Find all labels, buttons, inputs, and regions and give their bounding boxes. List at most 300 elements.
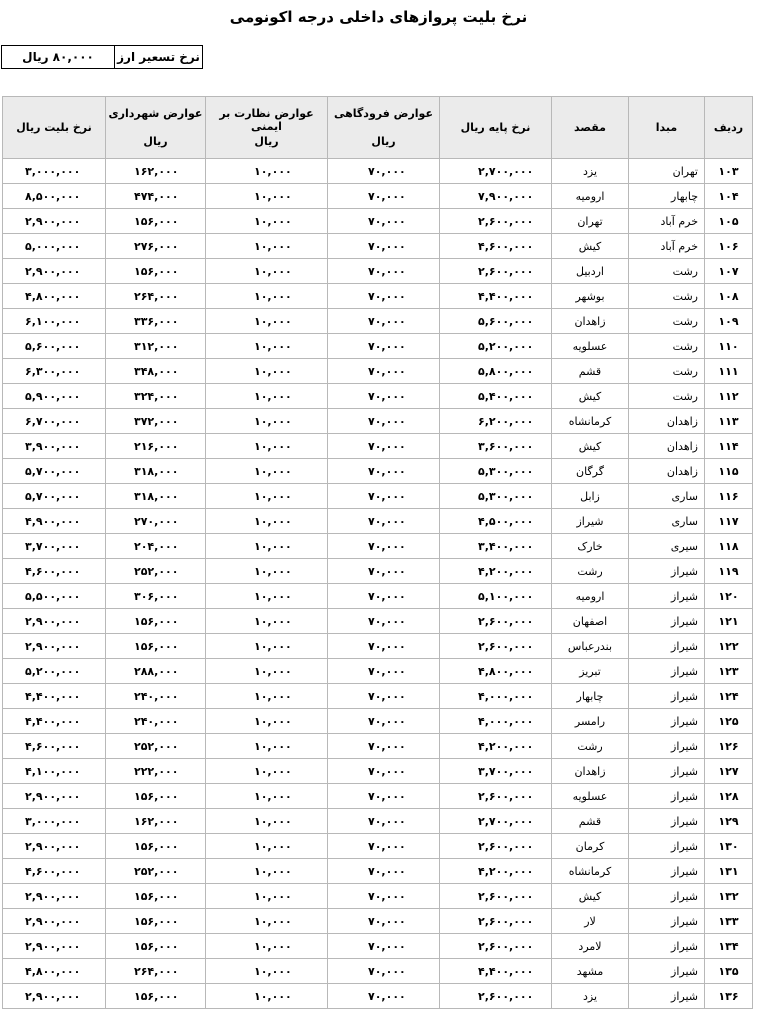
origin-cell: شیراز [629, 934, 705, 959]
origin-cell: شیراز [629, 709, 705, 734]
municipal-fee-cell: ۱۶۲,۰۰۰ [106, 159, 206, 184]
row-number-cell: ۱۳۳ [705, 909, 753, 934]
municipal-fee-cell: ۱۵۶,۰۰۰ [106, 834, 206, 859]
header-airport-fee-unit: ریال [371, 135, 396, 148]
airport-fee-cell: ۷۰,۰۰۰ [328, 309, 440, 334]
origin-cell: شیراز [629, 909, 705, 934]
municipal-fee-cell: ۲۶۴,۰۰۰ [106, 284, 206, 309]
ticket-fare-cell: ۵,۶۰۰,۰۰۰ [3, 334, 106, 359]
table-row [3, 859, 753, 884]
table-row [3, 984, 753, 1009]
airport-fee-cell: ۷۰,۰۰۰ [328, 859, 440, 884]
origin-cell: خرم آباد [629, 234, 705, 259]
airport-fee-cell: ۷۰,۰۰۰ [328, 259, 440, 284]
row-number-cell: ۱۲۷ [705, 759, 753, 784]
municipal-fee-cell: ۲۱۶,۰۰۰ [106, 434, 206, 459]
safety-fee-cell: ۱۰,۰۰۰ [206, 984, 328, 1009]
destination-cell: کرمانشاه [552, 859, 629, 884]
header-safety-fee-unit: ریال [254, 135, 279, 148]
airport-fee-cell: ۷۰,۰۰۰ [328, 834, 440, 859]
ticket-fare-cell: ۶,۱۰۰,۰۰۰ [3, 309, 106, 334]
origin-cell: رشت [629, 334, 705, 359]
airport-fee-cell: ۷۰,۰۰۰ [328, 584, 440, 609]
row-number-cell: ۱۰۷ [705, 259, 753, 284]
base-fare-cell: ۵,۲۰۰,۰۰۰ [440, 334, 552, 359]
exchange-rate-value: ۸۰,۰۰۰ ریال [2, 46, 115, 68]
safety-fee-cell: ۱۰,۰۰۰ [206, 734, 328, 759]
header-row-number: ردیف [705, 97, 753, 159]
row-number-cell: ۱۲۳ [705, 659, 753, 684]
row-number-cell: ۱۱۷ [705, 509, 753, 534]
destination-cell: عسلویه [552, 334, 629, 359]
municipal-fee-cell: ۲۵۲,۰۰۰ [106, 559, 206, 584]
header-airport-fee-title: عوارض فرودگاهی [334, 107, 433, 120]
origin-cell: شیراز [629, 859, 705, 884]
airport-fee-cell: ۷۰,۰۰۰ [328, 359, 440, 384]
ticket-fare-cell: ۸,۵۰۰,۰۰۰ [3, 184, 106, 209]
municipal-fee-cell: ۴۷۴,۰۰۰ [106, 184, 206, 209]
municipal-fee-cell: ۱۵۶,۰۰۰ [106, 259, 206, 284]
table-row [3, 909, 753, 934]
row-number-cell: ۱۱۰ [705, 334, 753, 359]
destination-cell: ارومیه [552, 584, 629, 609]
municipal-fee-cell: ۲۶۴,۰۰۰ [106, 959, 206, 984]
row-number-cell: ۱۰۳ [705, 159, 753, 184]
row-number-cell: ۱۲۴ [705, 684, 753, 709]
safety-fee-cell: ۱۰,۰۰۰ [206, 484, 328, 509]
origin-cell: شیراز [629, 684, 705, 709]
base-fare-cell: ۲,۶۰۰,۰۰۰ [440, 784, 552, 809]
table-row [3, 634, 753, 659]
table-header-row [3, 97, 753, 159]
safety-fee-cell: ۱۰,۰۰۰ [206, 434, 328, 459]
municipal-fee-cell: ۲۷۶,۰۰۰ [106, 234, 206, 259]
row-number-cell: ۱۱۸ [705, 534, 753, 559]
base-fare-cell: ۲,۶۰۰,۰۰۰ [440, 634, 552, 659]
row-number-cell: ۱۳۵ [705, 959, 753, 984]
header-safety-fee-title: عوارض نظارت بر ایمنی [219, 107, 314, 133]
municipal-fee-cell: ۱۵۶,۰۰۰ [106, 884, 206, 909]
ticket-fare-cell: ۲,۹۰۰,۰۰۰ [3, 984, 106, 1009]
table-row [3, 609, 753, 634]
safety-fee-cell: ۱۰,۰۰۰ [206, 859, 328, 884]
ticket-fare-cell: ۴,۶۰۰,۰۰۰ [3, 734, 106, 759]
airport-fee-cell: ۷۰,۰۰۰ [328, 459, 440, 484]
airport-fee-cell: ۷۰,۰۰۰ [328, 184, 440, 209]
row-number-cell: ۱۱۲ [705, 384, 753, 409]
safety-fee-cell: ۱۰,۰۰۰ [206, 909, 328, 934]
row-number-cell: ۱۰۸ [705, 284, 753, 309]
safety-fee-cell: ۱۰,۰۰۰ [206, 209, 328, 234]
municipal-fee-cell: ۱۵۶,۰۰۰ [106, 209, 206, 234]
base-fare-cell: ۴,۴۰۰,۰۰۰ [440, 959, 552, 984]
origin-cell: چابهار [629, 184, 705, 209]
destination-cell: عسلویه [552, 784, 629, 809]
row-number-cell: ۱۱۴ [705, 434, 753, 459]
safety-fee-cell: ۱۰,۰۰۰ [206, 884, 328, 909]
destination-cell: لار [552, 909, 629, 934]
row-number-cell: ۱۳۲ [705, 884, 753, 909]
municipal-fee-cell: ۱۵۶,۰۰۰ [106, 984, 206, 1009]
airport-fee-cell: ۷۰,۰۰۰ [328, 509, 440, 534]
ticket-fare-cell: ۴,۴۰۰,۰۰۰ [3, 684, 106, 709]
origin-cell: شیراز [629, 734, 705, 759]
airport-fee-cell: ۷۰,۰۰۰ [328, 409, 440, 434]
destination-cell: کیش [552, 384, 629, 409]
ticket-fare-cell: ۴,۱۰۰,۰۰۰ [3, 759, 106, 784]
table-row [3, 784, 753, 809]
safety-fee-cell: ۱۰,۰۰۰ [206, 334, 328, 359]
base-fare-cell: ۵,۳۰۰,۰۰۰ [440, 484, 552, 509]
municipal-fee-cell: ۱۵۶,۰۰۰ [106, 784, 206, 809]
municipal-fee-cell: ۱۵۶,۰۰۰ [106, 634, 206, 659]
airport-fee-cell: ۷۰,۰۰۰ [328, 334, 440, 359]
ticket-fare-cell: ۳,۰۰۰,۰۰۰ [3, 159, 106, 184]
ticket-fare-cell: ۲,۹۰۰,۰۰۰ [3, 784, 106, 809]
ticket-fare-cell: ۵,۰۰۰,۰۰۰ [3, 234, 106, 259]
ticket-fare-cell: ۳,۷۰۰,۰۰۰ [3, 534, 106, 559]
airport-fee-cell: ۷۰,۰۰۰ [328, 559, 440, 584]
safety-fee-cell: ۱۰,۰۰۰ [206, 259, 328, 284]
origin-cell: خرم آباد [629, 209, 705, 234]
safety-fee-cell: ۱۰,۰۰۰ [206, 159, 328, 184]
row-number-cell: ۱۱۱ [705, 359, 753, 384]
origin-cell: سیری [629, 534, 705, 559]
municipal-fee-cell: ۱۶۲,۰۰۰ [106, 809, 206, 834]
base-fare-cell: ۴,۸۰۰,۰۰۰ [440, 659, 552, 684]
airport-fee-cell: ۷۰,۰۰۰ [328, 784, 440, 809]
safety-fee-cell: ۱۰,۰۰۰ [206, 634, 328, 659]
destination-cell: تهران [552, 209, 629, 234]
fare-table [2, 96, 753, 1009]
municipal-fee-cell: ۳۱۲,۰۰۰ [106, 334, 206, 359]
municipal-fee-cell: ۳۳۶,۰۰۰ [106, 309, 206, 334]
municipal-fee-cell: ۳۴۸,۰۰۰ [106, 359, 206, 384]
destination-cell: لامرد [552, 934, 629, 959]
exchange-rate-label: نرخ تسعیر ارز [117, 50, 200, 64]
row-number-cell: ۱۲۵ [705, 709, 753, 734]
base-fare-cell: ۲,۶۰۰,۰۰۰ [440, 909, 552, 934]
row-number-cell: ۱۲۶ [705, 734, 753, 759]
destination-cell: کیش [552, 884, 629, 909]
airport-fee-cell: ۷۰,۰۰۰ [328, 684, 440, 709]
destination-cell: زاهدان [552, 759, 629, 784]
table-row [3, 459, 753, 484]
table-row [3, 484, 753, 509]
origin-cell: زاهدان [629, 459, 705, 484]
destination-cell: زاهدان [552, 309, 629, 334]
table-row [3, 584, 753, 609]
destination-cell: یزد [552, 984, 629, 1009]
table-row [3, 234, 753, 259]
ticket-fare-cell: ۴,۹۰۰,۰۰۰ [3, 509, 106, 534]
destination-cell: کرمان [552, 834, 629, 859]
base-fare-cell: ۲,۷۰۰,۰۰۰ [440, 809, 552, 834]
ticket-fare-cell: ۳,۰۰۰,۰۰۰ [3, 809, 106, 834]
destination-cell: مشهد [552, 959, 629, 984]
header-municipal-fee-unit: ریال [143, 135, 168, 148]
municipal-fee-cell: ۲۵۲,۰۰۰ [106, 859, 206, 884]
row-number-cell: ۱۲۱ [705, 609, 753, 634]
destination-cell: بندرعباس [552, 634, 629, 659]
origin-cell: زاهدان [629, 409, 705, 434]
municipal-fee-cell: ۲۵۲,۰۰۰ [106, 734, 206, 759]
destination-cell: کیش [552, 434, 629, 459]
table-row [3, 334, 753, 359]
row-number-cell: ۱۲۲ [705, 634, 753, 659]
origin-cell: رشت [629, 384, 705, 409]
airport-fee-cell: ۷۰,۰۰۰ [328, 659, 440, 684]
base-fare-cell: ۴,۲۰۰,۰۰۰ [440, 859, 552, 884]
base-fare-cell: ۲,۶۰۰,۰۰۰ [440, 834, 552, 859]
origin-cell: شیراز [629, 584, 705, 609]
safety-fee-cell: ۱۰,۰۰۰ [206, 284, 328, 309]
base-fare-cell: ۳,۴۰۰,۰۰۰ [440, 534, 552, 559]
origin-cell: شیراز [629, 959, 705, 984]
base-fare-cell: ۵,۸۰۰,۰۰۰ [440, 359, 552, 384]
safety-fee-cell: ۱۰,۰۰۰ [206, 409, 328, 434]
safety-fee-cell: ۱۰,۰۰۰ [206, 609, 328, 634]
ticket-fare-cell: ۵,۹۰۰,۰۰۰ [3, 384, 106, 409]
origin-cell: شیراز [629, 984, 705, 1009]
origin-cell: شیراز [629, 609, 705, 634]
base-fare-cell: ۴,۲۰۰,۰۰۰ [440, 559, 552, 584]
safety-fee-cell: ۱۰,۰۰۰ [206, 234, 328, 259]
municipal-fee-cell: ۱۵۶,۰۰۰ [106, 609, 206, 634]
safety-fee-cell: ۱۰,۰۰۰ [206, 709, 328, 734]
airport-fee-cell: ۷۰,۰۰۰ [328, 934, 440, 959]
safety-fee-cell: ۱۰,۰۰۰ [206, 459, 328, 484]
safety-fee-cell: ۱۰,۰۰۰ [206, 534, 328, 559]
airport-fee-cell: ۷۰,۰۰۰ [328, 609, 440, 634]
ticket-fare-cell: ۴,۶۰۰,۰۰۰ [3, 559, 106, 584]
origin-cell: رشت [629, 284, 705, 309]
airport-fee-cell: ۷۰,۰۰۰ [328, 159, 440, 184]
destination-cell: گرگان [552, 459, 629, 484]
safety-fee-cell: ۱۰,۰۰۰ [206, 934, 328, 959]
origin-cell: ساری [629, 484, 705, 509]
base-fare-cell: ۴,۴۰۰,۰۰۰ [440, 284, 552, 309]
origin-cell: شیراز [629, 559, 705, 584]
base-fare-cell: ۵,۳۰۰,۰۰۰ [440, 459, 552, 484]
base-fare-cell: ۲,۶۰۰,۰۰۰ [440, 984, 552, 1009]
airport-fee-cell: ۷۰,۰۰۰ [328, 959, 440, 984]
origin-cell: شیراز [629, 809, 705, 834]
airport-fee-cell: ۷۰,۰۰۰ [328, 884, 440, 909]
municipal-fee-cell: ۳۰۶,۰۰۰ [106, 584, 206, 609]
origin-cell: شیراز [629, 834, 705, 859]
base-fare-cell: ۶,۲۰۰,۰۰۰ [440, 409, 552, 434]
page-title: نرخ بلیت پروازهای داخلی درجه اکونومی [229, 8, 528, 26]
table-row [3, 709, 753, 734]
destination-cell: بوشهر [552, 284, 629, 309]
origin-cell: شیراز [629, 634, 705, 659]
airport-fee-cell: ۷۰,۰۰۰ [328, 709, 440, 734]
base-fare-cell: ۴,۰۰۰,۰۰۰ [440, 684, 552, 709]
safety-fee-cell: ۱۰,۰۰۰ [206, 359, 328, 384]
airport-fee-cell: ۷۰,۰۰۰ [328, 484, 440, 509]
destination-cell: رشت [552, 559, 629, 584]
safety-fee-cell: ۱۰,۰۰۰ [206, 509, 328, 534]
ticket-fare-cell: ۲,۹۰۰,۰۰۰ [3, 834, 106, 859]
table-body [3, 159, 753, 1009]
row-number-cell: ۱۰۶ [705, 234, 753, 259]
safety-fee-cell: ۱۰,۰۰۰ [206, 584, 328, 609]
safety-fee-cell: ۱۰,۰۰۰ [206, 384, 328, 409]
table-row [3, 309, 753, 334]
ticket-fare-cell: ۲,۹۰۰,۰۰۰ [3, 634, 106, 659]
table-row [3, 509, 753, 534]
row-number-cell: ۱۰۴ [705, 184, 753, 209]
municipal-fee-cell: ۲۲۲,۰۰۰ [106, 759, 206, 784]
origin-cell: شیراز [629, 884, 705, 909]
table-row [3, 384, 753, 409]
row-number-cell: ۱۳۴ [705, 934, 753, 959]
table-row [3, 834, 753, 859]
base-fare-cell: ۲,۶۰۰,۰۰۰ [440, 609, 552, 634]
airport-fee-cell: ۷۰,۰۰۰ [328, 759, 440, 784]
ticket-fare-cell: ۴,۴۰۰,۰۰۰ [3, 709, 106, 734]
airport-fee-cell: ۷۰,۰۰۰ [328, 209, 440, 234]
airport-fee-cell: ۷۰,۰۰۰ [328, 984, 440, 1009]
ticket-fare-cell: ۵,۵۰۰,۰۰۰ [3, 584, 106, 609]
ticket-fare-cell: ۵,۷۰۰,۰۰۰ [3, 459, 106, 484]
ticket-fare-cell: ۵,۲۰۰,۰۰۰ [3, 659, 106, 684]
destination-cell: زابل [552, 484, 629, 509]
destination-cell: اردبیل [552, 259, 629, 284]
safety-fee-cell: ۱۰,۰۰۰ [206, 659, 328, 684]
safety-fee-cell: ۱۰,۰۰۰ [206, 309, 328, 334]
base-fare-cell: ۵,۶۰۰,۰۰۰ [440, 309, 552, 334]
airport-fee-cell: ۷۰,۰۰۰ [328, 734, 440, 759]
airport-fee-cell: ۷۰,۰۰۰ [328, 434, 440, 459]
destination-cell: خارک [552, 534, 629, 559]
municipal-fee-cell: ۳۱۸,۰۰۰ [106, 459, 206, 484]
ticket-fare-cell: ۵,۷۰۰,۰۰۰ [3, 484, 106, 509]
safety-fee-cell: ۱۰,۰۰۰ [206, 784, 328, 809]
destination-cell: کیش [552, 234, 629, 259]
origin-cell: زاهدان [629, 434, 705, 459]
header-destination: مقصد [552, 97, 629, 159]
ticket-fare-cell: ۲,۹۰۰,۰۰۰ [3, 259, 106, 284]
origin-cell: رشت [629, 359, 705, 384]
table-row [3, 734, 753, 759]
base-fare-cell: ۴,۶۰۰,۰۰۰ [440, 234, 552, 259]
base-fare-cell: ۴,۵۰۰,۰۰۰ [440, 509, 552, 534]
origin-cell: شیراز [629, 759, 705, 784]
exchange-rate-box [1, 45, 203, 69]
table-row [3, 259, 753, 284]
origin-cell: رشت [629, 259, 705, 284]
destination-cell: یزد [552, 159, 629, 184]
header-safety-fee [206, 97, 328, 159]
safety-fee-cell: ۱۰,۰۰۰ [206, 759, 328, 784]
origin-cell: ساری [629, 509, 705, 534]
airport-fee-cell: ۷۰,۰۰۰ [328, 909, 440, 934]
row-number-cell: ۱۱۳ [705, 409, 753, 434]
ticket-fare-cell: ۴,۸۰۰,۰۰۰ [3, 284, 106, 309]
ticket-fare-cell: ۴,۸۰۰,۰۰۰ [3, 959, 106, 984]
safety-fee-cell: ۱۰,۰۰۰ [206, 834, 328, 859]
base-fare-cell: ۲,۷۰۰,۰۰۰ [440, 159, 552, 184]
base-fare-cell: ۲,۶۰۰,۰۰۰ [440, 884, 552, 909]
municipal-fee-cell: ۳۱۸,۰۰۰ [106, 484, 206, 509]
header-airport-fee [328, 97, 440, 159]
destination-cell: ارومیه [552, 184, 629, 209]
destination-cell: شیراز [552, 509, 629, 534]
table-row [3, 434, 753, 459]
base-fare-cell: ۳,۶۰۰,۰۰۰ [440, 434, 552, 459]
municipal-fee-cell: ۲۰۴,۰۰۰ [106, 534, 206, 559]
safety-fee-cell: ۱۰,۰۰۰ [206, 809, 328, 834]
ticket-fare-cell: ۶,۷۰۰,۰۰۰ [3, 409, 106, 434]
header-base-fare: نرخ پایه ریال [440, 97, 552, 159]
destination-cell: رشت [552, 734, 629, 759]
destination-cell: کرمانشاه [552, 409, 629, 434]
table-row [3, 159, 753, 184]
row-number-cell: ۱۲۰ [705, 584, 753, 609]
header-municipal-fee [106, 97, 206, 159]
table-row [3, 934, 753, 959]
airport-fee-cell: ۷۰,۰۰۰ [328, 284, 440, 309]
safety-fee-cell: ۱۰,۰۰۰ [206, 959, 328, 984]
ticket-fare-cell: ۲,۹۰۰,۰۰۰ [3, 934, 106, 959]
row-number-cell: ۱۱۶ [705, 484, 753, 509]
ticket-fare-cell: ۶,۳۰۰,۰۰۰ [3, 359, 106, 384]
destination-cell: قشم [552, 809, 629, 834]
origin-cell: شیراز [629, 784, 705, 809]
row-number-cell: ۱۳۱ [705, 859, 753, 884]
base-fare-cell: ۳,۷۰۰,۰۰۰ [440, 759, 552, 784]
row-number-cell: ۱۰۹ [705, 309, 753, 334]
header-ticket-fare: نرخ بلیت ریال [3, 97, 106, 159]
row-number-cell: ۱۰۵ [705, 209, 753, 234]
destination-cell: اصفهان [552, 609, 629, 634]
destination-cell: تبریز [552, 659, 629, 684]
municipal-fee-cell: ۲۴۰,۰۰۰ [106, 709, 206, 734]
table-row [3, 959, 753, 984]
municipal-fee-cell: ۱۵۶,۰۰۰ [106, 909, 206, 934]
base-fare-cell: ۴,۰۰۰,۰۰۰ [440, 709, 552, 734]
airport-fee-cell: ۷۰,۰۰۰ [328, 634, 440, 659]
origin-cell: تهران [629, 159, 705, 184]
row-number-cell: ۱۲۹ [705, 809, 753, 834]
municipal-fee-cell: ۲۴۰,۰۰۰ [106, 684, 206, 709]
table-row [3, 759, 753, 784]
row-number-cell: ۱۳۶ [705, 984, 753, 1009]
base-fare-cell: ۲,۶۰۰,۰۰۰ [440, 209, 552, 234]
municipal-fee-cell: ۳۷۲,۰۰۰ [106, 409, 206, 434]
municipal-fee-cell: ۱۵۶,۰۰۰ [106, 934, 206, 959]
airport-fee-cell: ۷۰,۰۰۰ [328, 809, 440, 834]
municipal-fee-cell: ۲۷۰,۰۰۰ [106, 509, 206, 534]
row-number-cell: ۱۱۵ [705, 459, 753, 484]
origin-cell: رشت [629, 309, 705, 334]
row-number-cell: ۱۳۰ [705, 834, 753, 859]
table-row [3, 209, 753, 234]
safety-fee-cell: ۱۰,۰۰۰ [206, 559, 328, 584]
destination-cell: قشم [552, 359, 629, 384]
table-row [3, 184, 753, 209]
ticket-fare-cell: ۲,۹۰۰,۰۰۰ [3, 609, 106, 634]
airport-fee-cell: ۷۰,۰۰۰ [328, 534, 440, 559]
header-municipal-fee-title: عوارض شهرداری [108, 107, 203, 120]
airport-fee-cell: ۷۰,۰۰۰ [328, 384, 440, 409]
ticket-fare-cell: ۳,۹۰۰,۰۰۰ [3, 434, 106, 459]
safety-fee-cell: ۱۰,۰۰۰ [206, 684, 328, 709]
ticket-fare-cell: ۲,۹۰۰,۰۰۰ [3, 209, 106, 234]
ticket-fare-cell: ۲,۹۰۰,۰۰۰ [3, 909, 106, 934]
